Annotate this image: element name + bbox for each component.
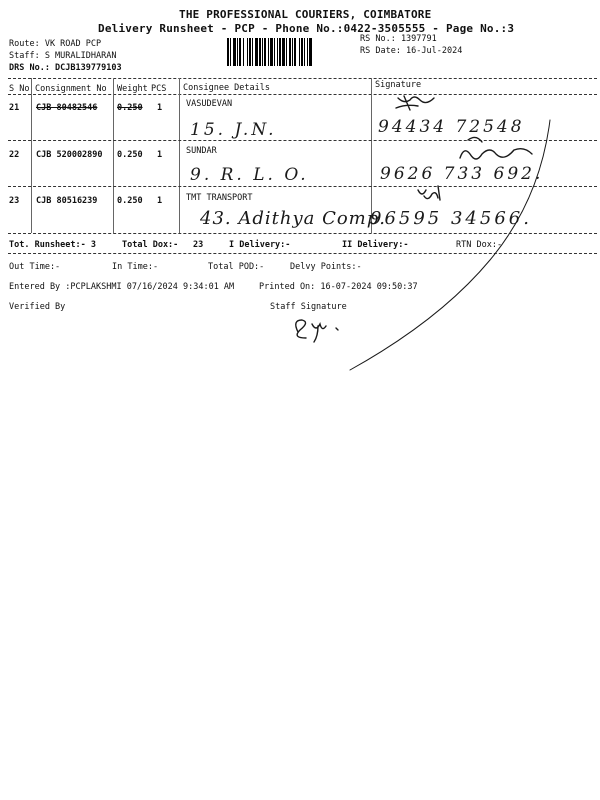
handwritten-phone: 96595 34566.: [370, 208, 532, 229]
col-consignment: Consignment No: [35, 84, 107, 94]
out-time: Out Time:-: [9, 262, 61, 272]
row-pcs: 1: [157, 150, 163, 160]
route-label: Route: VK ROAD PCP: [9, 39, 102, 49]
row-pcs: 1: [157, 196, 163, 206]
row-sno: 21: [9, 103, 20, 113]
rs-date: RS Date: 16-Jul-2024: [360, 46, 463, 56]
rtn-dox: RTN Dox:-: [456, 240, 503, 250]
row-weight: 0.250: [117, 196, 143, 206]
tot-runsheet: Tot. Runsheet:- 3: [9, 240, 96, 250]
col-pcs: PCS: [151, 84, 167, 94]
signature-scribble: [396, 96, 434, 110]
col-consignee: Consignee Details: [183, 83, 270, 93]
row-consignee: VASUDEVAN: [186, 99, 233, 109]
rs-number: RS No.: 1397791: [360, 34, 437, 44]
ii-delivery: II Delivery:-: [342, 240, 409, 250]
drs-number: DRS No.: DCJB139779103: [9, 63, 122, 73]
staff-signature-scribble: [296, 320, 338, 342]
col-weight: Weight: [117, 84, 148, 94]
handwritten-address: 9. R. L. O.: [190, 165, 309, 185]
staff-signature-label: Staff Signature: [270, 302, 347, 312]
total-dox-label: Total Dox:-: [122, 240, 179, 250]
total-pod: Total POD:-: [208, 262, 265, 272]
row-consignment: CJB 80516239: [36, 196, 98, 206]
verified-by: Verified By: [9, 302, 66, 312]
printed-on: Printed On: 16-07-2024 09:50:37: [259, 282, 418, 292]
col-signature: Signature: [375, 80, 422, 90]
diagonal-pen-stroke: [350, 120, 550, 370]
col-sno: S No: [9, 84, 30, 94]
row-weight: 0.250: [117, 103, 143, 113]
company-title: THE PROFESSIONAL COURIERS, COIMBATORE: [179, 8, 432, 21]
handwritten-phone: 94434 72548: [378, 117, 525, 137]
row-weight: 0.250: [117, 150, 143, 160]
staff-label: Staff: S MURALIDHARAN: [9, 51, 117, 61]
row-consignee: TMT TRANSPORT: [186, 193, 253, 203]
entered-by: Entered By :PCPLAKSHMI 07/16/2024 9:34:01 AM: [9, 282, 235, 292]
row-pcs: 1: [157, 103, 163, 113]
signature-scribble: [418, 186, 440, 200]
row-consignment: CJB 520002890: [36, 150, 103, 160]
handwritten-phone: 9626 733 692.: [380, 164, 544, 184]
handwritten-address: 43. Adithya Comp.: [200, 208, 386, 229]
delvy-points: Delvy Points:-: [290, 262, 362, 272]
row-consignee: SUNDAR: [186, 146, 217, 156]
i-delivery: I Delivery:-: [229, 240, 291, 250]
row-consignment: CJB 80482546: [36, 103, 98, 113]
total-dox-value: 23: [193, 240, 204, 250]
row-sno: 22: [9, 150, 20, 160]
handwritten-address: 15. J.N.: [190, 120, 277, 140]
row-sno: 23: [9, 196, 20, 206]
runsheet-heading: Delivery Runsheet - PCP - Phone No.:0422-3505555 - Page No.:3: [98, 22, 515, 35]
signature-scribble: [460, 137, 532, 159]
in-time: In Time:-: [112, 262, 159, 272]
